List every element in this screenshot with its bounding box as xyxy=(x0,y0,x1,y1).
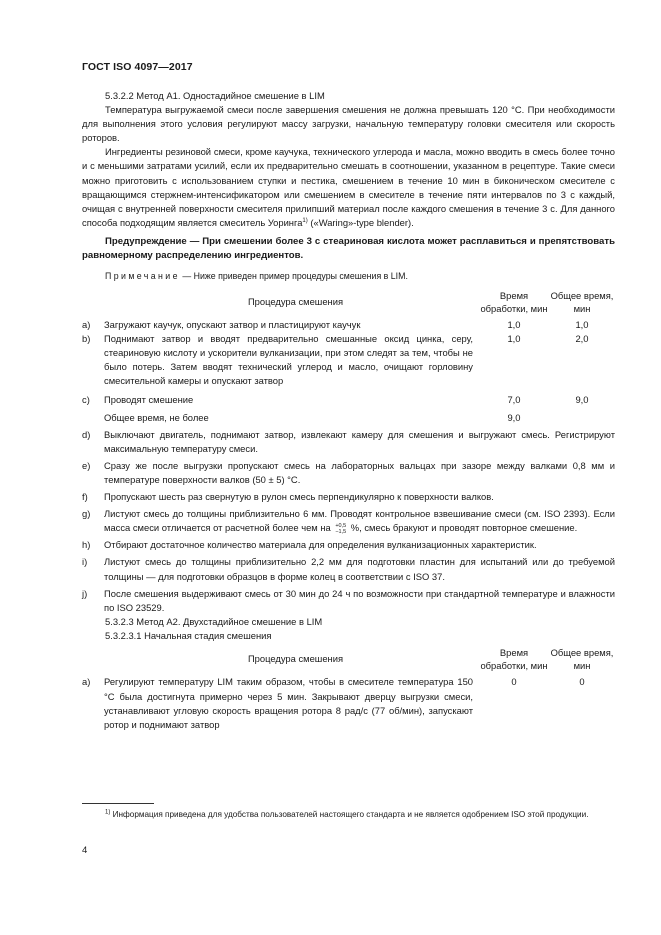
step-g-text: Листуют смесь до толщины приблизительно 6 мм. Проводят контрольное взвешивание смеси (см. ISO 2393). Если масса смеси отличается от расчетной более чем на xyxy=(104,508,615,534)
row-letter: a) xyxy=(82,319,91,331)
step-text: Листуют смесь до толщины приблизительно 2,2 мм для подготовки пластин для испытаний или до требуемой толщины — для подготовки образцов в форме колец в соответствии с ISO 37. xyxy=(104,556,615,582)
row-letter: c) xyxy=(82,393,90,405)
table1-col-procedure: Процедура смешения xyxy=(247,295,344,307)
paragraph-temperature: Температура выгружаемой смеси после завершения смешения не должна превышать 120 °C. При необходимости для выполнения этого условия регулируют массу загрузки, начальную температуру головки смесителя или скорость роторов. xyxy=(82,104,615,144)
row-letter: b) xyxy=(82,333,91,345)
step-j xyxy=(82,587,615,615)
step-i xyxy=(82,555,615,583)
section-heading-5323: 5.3.2.3 Метод А2. Двухстадийное смешение в LIM xyxy=(105,615,323,627)
row-total: 0 xyxy=(579,676,585,688)
footnote-ref-1: 1) xyxy=(302,217,308,224)
tolerance-minus: −1,5 xyxy=(335,528,347,535)
row-text: Проводят смешение xyxy=(104,393,194,405)
step-letter: e) xyxy=(82,459,91,471)
footnote xyxy=(82,809,615,821)
paragraph-ingredients xyxy=(82,145,615,230)
step-letter: j) xyxy=(82,587,88,599)
note xyxy=(82,269,615,283)
table2-col-total: Общее время, мин xyxy=(550,647,614,672)
table1-row-c xyxy=(82,393,615,407)
step-text: Пропускают шесть раз свернутую в рулон смесь перпендикулярно к поверхности валков. xyxy=(104,491,494,503)
row-total: 9,0 xyxy=(575,393,589,405)
table1-col-total: Общее время, мин xyxy=(550,289,614,314)
paragraph-ingredients-text: Ингредиенты резиновой смеси, кроме каучука, технического углерода и масла, можно вводить в смесь более точно и с меньшими затратами усилий, если их предварительно смешать в соотношении, указанном в рецептуре. Такие смеси можно приготовить с использованием ступки и пестика, смешением в течение 10 мин в биконическом смесителе с вращающимся стержнем-интенсификатором или смешением в смесителе в течение пяти интервалов по 3 с каждый, очищая с внутренней поверхности смесителя прилипший материал после каждого смешения в течение 3 с. Для данного способа подходящим является смеситель Уоринга xyxy=(82,146,615,228)
row-time: 7,0 xyxy=(507,393,521,405)
page-number: 4 xyxy=(82,845,88,856)
row-time: 0 xyxy=(511,676,517,688)
table1-header xyxy=(82,289,615,315)
step-letter: f) xyxy=(82,491,88,503)
paragraph-ingredients-tail: («Waring»-type blender). xyxy=(307,216,414,228)
row-total: 1,0 xyxy=(575,319,589,331)
note-label: Примечание xyxy=(105,270,180,281)
row-time: 9,0 xyxy=(507,411,521,423)
note-text: — Ниже приведен пример процедуры смешения в LIM. xyxy=(179,270,408,281)
step-e xyxy=(82,459,615,487)
step-letter: g) xyxy=(82,508,91,520)
tolerance-plus: +0,5 xyxy=(335,522,347,529)
step-letter: h) xyxy=(82,539,91,551)
row-letter: a) xyxy=(82,676,91,688)
row-text: Регулируют температуру LIM таким образом, чтобы в смесителе температура 150 °C была достигнута примерно через 5 мин. Закрывают дверцу выгрузки смеси, устанавливают угловую скорость вращения ротора 8 рад/с (77 об/мин), запускают ротор и поднимают затвор xyxy=(104,676,473,730)
footnote-divider xyxy=(82,803,154,804)
table2-col-procedure: Процедура смешения xyxy=(247,653,344,665)
table1-row-b xyxy=(82,332,615,388)
row-text: Загружают каучук, опускают затвор и пластицируют каучук xyxy=(104,319,361,331)
footnote-text: Информация приведена для удобства пользователей настоящего стандарта и не является одобрением ISO этой продукции. xyxy=(110,810,589,819)
table2-col-time: Время обработки, мин xyxy=(480,647,548,672)
row-total: 2,0 xyxy=(575,333,589,345)
step-f xyxy=(82,490,615,504)
table1-row-total xyxy=(82,411,615,425)
step-g-tail: %, смесь бракуют и проводят повторное смешение. xyxy=(348,522,578,534)
table2-row-a xyxy=(82,675,615,731)
step-letter: d) xyxy=(82,428,91,440)
step-g xyxy=(82,507,615,535)
step-text: Отбирают достаточное количество материала для определения вулканизационных характеристик. xyxy=(104,539,537,551)
standard-header: ГОСТ ISO 4097—2017 xyxy=(82,61,193,73)
step-text: После смешения выдерживают смесь от 30 мин до 24 ч по возможности при стандартной температуре и влажности по ISO 23529. xyxy=(104,587,615,613)
step-letter: i) xyxy=(82,556,88,568)
section-heading-5322: 5.3.2.2 Метод А1. Одностадийное смешение в LIM xyxy=(105,90,325,101)
step-text xyxy=(104,507,615,535)
row-time: 1,0 xyxy=(507,319,521,331)
warning-text: Предупреждение — При смешении более 3 с стеариновая кислота может расплавиться и препятствовать равномерному распределению ингредиентов. xyxy=(82,235,615,262)
page-content xyxy=(82,89,615,732)
table2-header xyxy=(82,646,615,672)
step-text: Выключают двигатель, поднимают затвор, извлекают камеру для смешения и выгружают смесь. Регистрируют максимальную температуру смеси. xyxy=(104,428,615,454)
section-heading-53231: 5.3.2.3.1 Начальная стадия смешения xyxy=(105,629,272,641)
footnote-mark: 1) xyxy=(105,809,111,816)
step-h xyxy=(82,538,615,552)
table1-col-time: Время обработки, мин xyxy=(480,289,548,314)
row-time: 1,0 xyxy=(507,333,521,345)
table1-row-a xyxy=(82,318,615,332)
step-d xyxy=(82,428,615,456)
step-text: Сразу же после выгрузки пропускают смесь на лабораторных вальцах при зазоре между валками 0,8 мм и температуре поверхности валков (50 ± 5) °C. xyxy=(104,459,615,485)
tolerance-fraction xyxy=(335,523,346,535)
row-text: Поднимают затвор и вводят предварительно смешанные оксид цинка, серу, стеариновую кислоту и ускорители вулканизации, при этом следят за тем, чтобы не было потерь. Затем вводят технический углерод и масло, очищают горловину смесительной камеры и опускают затвор xyxy=(104,333,473,387)
row-text: Общее время, не более xyxy=(104,411,209,423)
